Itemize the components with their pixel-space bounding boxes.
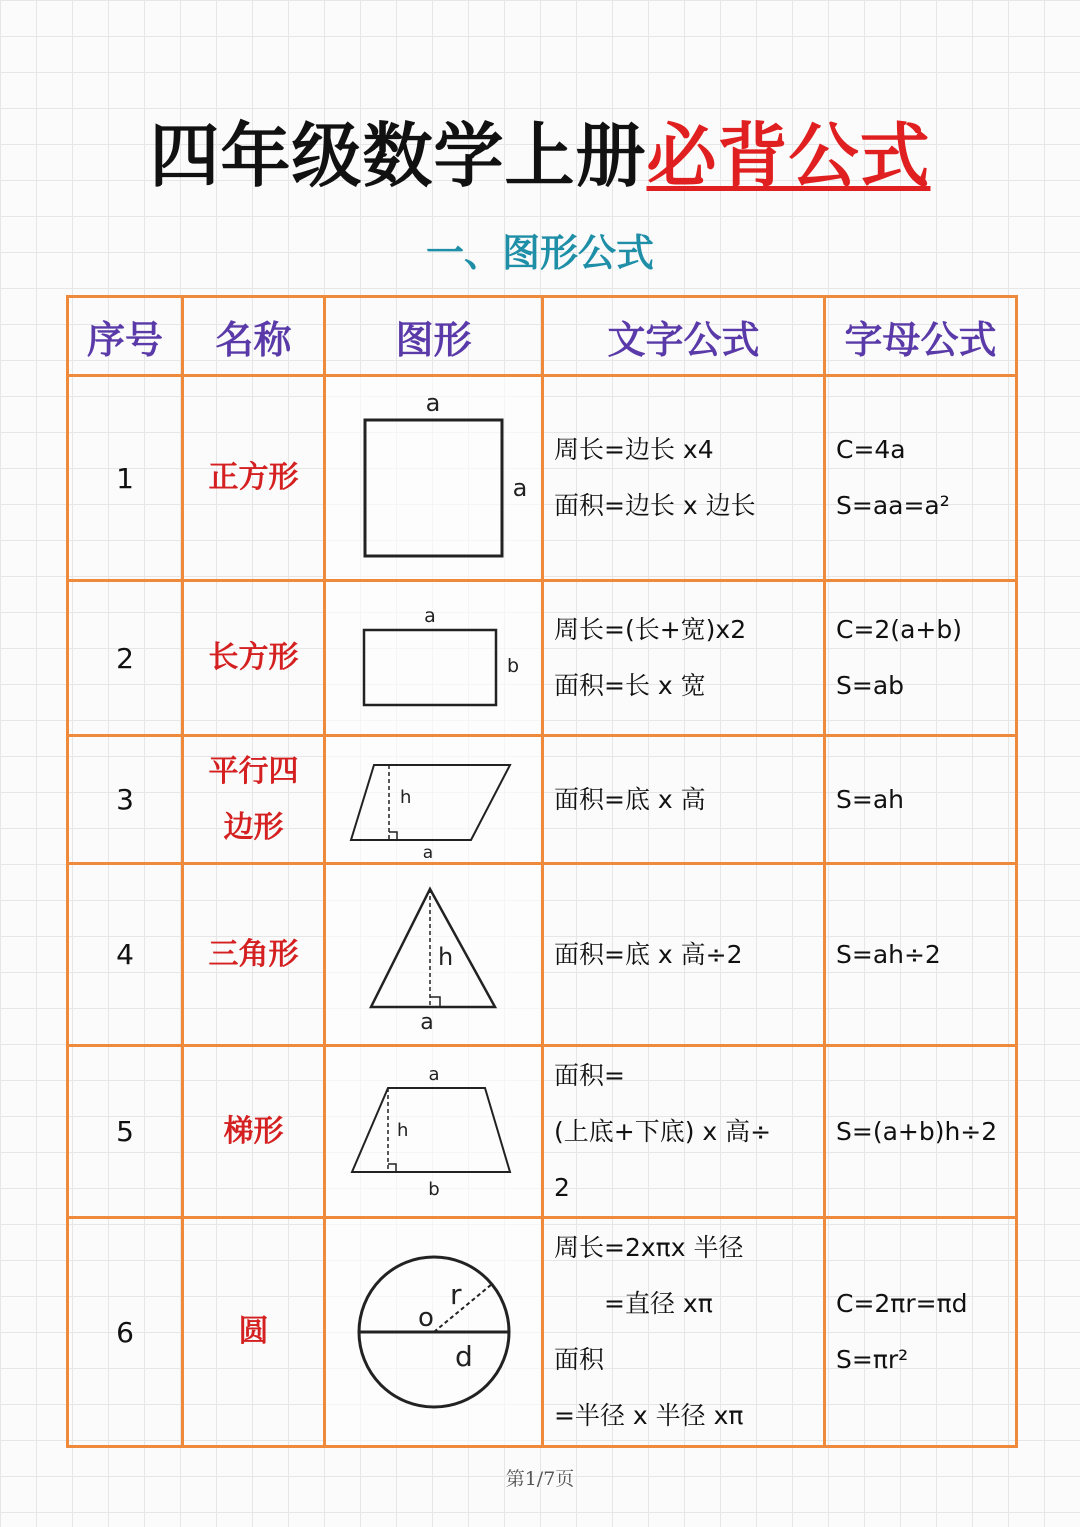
letter-formula-line: S=(a+b)h÷2 [836, 1116, 998, 1146]
shape-name-line: 平行四 [208, 753, 299, 789]
row-num: 6 [68, 1218, 183, 1447]
letter-formula-cell [825, 376, 1017, 581]
label-h: h [399, 786, 411, 808]
row-num: 2 [68, 581, 183, 736]
shape-name: 长方形 [183, 581, 325, 736]
letter-formula-cell [825, 1046, 1017, 1218]
text-formula-line: =半径 x 半径 xπ [554, 1401, 744, 1430]
letter-formula-cell [825, 1218, 1017, 1447]
text-formula-line: (上底+下底) x 高÷ [554, 1116, 772, 1146]
figure-cell [325, 1046, 543, 1218]
text-formula-line: 面积=长 x 宽 [554, 671, 706, 700]
table-row [68, 581, 1017, 736]
table-row [68, 864, 1017, 1046]
page-number: 第1/7页 [505, 1468, 575, 1490]
triangle-figure [334, 867, 534, 1042]
text-formula-line: 周长=(长+宽)x2 [554, 615, 747, 644]
shape-name-line: 边形 [223, 809, 284, 845]
table-row [68, 376, 1017, 581]
text-formula-line: 面积 [554, 1345, 605, 1374]
letter-formula-cell [825, 864, 1017, 1046]
letter-formula-cell [825, 581, 1017, 736]
text-formula-cell [543, 1218, 825, 1447]
letter-formula-line: S=ah÷2 [836, 939, 941, 969]
label-b: b [427, 1178, 440, 1200]
table-row [68, 1046, 1017, 1218]
label-a: a [423, 605, 436, 627]
label-h: h [437, 943, 453, 971]
text-formula-cell [543, 736, 825, 864]
header-name: 名称 [183, 297, 325, 376]
label-h: h [396, 1119, 408, 1141]
figure-cell [325, 864, 543, 1046]
header-letter-formula: 字母公式 [825, 297, 1017, 376]
row-num: 4 [68, 864, 183, 1046]
letter-formula-line: S=πr² [836, 1345, 909, 1374]
text-formula-cell [543, 581, 825, 736]
rectangle-figure [334, 588, 534, 728]
row-num: 5 [68, 1046, 183, 1218]
header-figure: 图形 [325, 297, 543, 376]
text-formula-line: 2 [554, 1172, 570, 1202]
text-formula-cell [543, 1046, 825, 1218]
section-subtitle: 一、图形公式 [425, 231, 654, 275]
table-row [68, 736, 1017, 864]
text-formula-cell [543, 864, 825, 1046]
label-a-side: a [512, 474, 527, 502]
table-row [68, 1218, 1017, 1447]
title-highlight: 必背公式 [646, 115, 931, 197]
letter-formula-line: C=2(a+b) [836, 615, 962, 644]
figure-cell [325, 1218, 543, 1447]
circle-figure [334, 1232, 534, 1432]
trapezoid-figure [334, 1052, 534, 1212]
text-formula-line: 面积=底 x 高 [554, 784, 706, 814]
shape-name: 正方形 [183, 376, 325, 581]
text-formula-line: 面积=底 x 高÷2 [554, 939, 743, 969]
figure-cell [325, 581, 543, 736]
figure-cell [325, 376, 543, 581]
label-a-top: a [425, 389, 440, 417]
formula-table [66, 295, 1018, 1448]
shape-name: 圆 [183, 1218, 325, 1447]
letter-formula-line: C=2πr=πd [836, 1289, 968, 1318]
shape-name: 梯形 [183, 1046, 325, 1218]
text-formula-line: 周长=2xπx 半径 [554, 1233, 744, 1262]
figure-cell [325, 736, 543, 864]
letter-formula-line: C=4a [836, 435, 906, 464]
label-b: b [506, 655, 519, 677]
row-num: 3 [68, 736, 183, 864]
title-main: 四年级数学上册 [149, 115, 647, 197]
square-figure [334, 383, 534, 573]
header-num: 序号 [68, 297, 183, 376]
header-row [68, 297, 1017, 376]
label-a: a [427, 1063, 440, 1085]
label-a: a [419, 1010, 434, 1035]
label-o: o [417, 1303, 434, 1333]
letter-formula-line: S=ab [836, 671, 905, 700]
header-text-formula: 文字公式 [543, 297, 825, 376]
text-formula-cell [543, 376, 825, 581]
label-d: d [454, 1340, 473, 1373]
page-title [0, 100, 1080, 201]
letter-formula-cell [825, 736, 1017, 864]
row-num: 1 [68, 376, 183, 581]
shape-name [183, 736, 325, 864]
letter-formula-line: S=aa=a² [836, 491, 950, 520]
text-formula-line: 面积= [554, 1060, 625, 1090]
parallelogram-figure [334, 740, 534, 860]
text-formula-line: 面积=边长 x 边长 [554, 491, 756, 520]
letter-formula-line: S=ah [836, 784, 904, 814]
text-formula-line: 周长=边长 x4 [554, 435, 714, 464]
shape-name: 三角形 [183, 864, 325, 1046]
label-r: r [449, 1278, 462, 1311]
text-formula-line: =直径 xπ [554, 1289, 713, 1318]
label-a: a [422, 842, 433, 860]
